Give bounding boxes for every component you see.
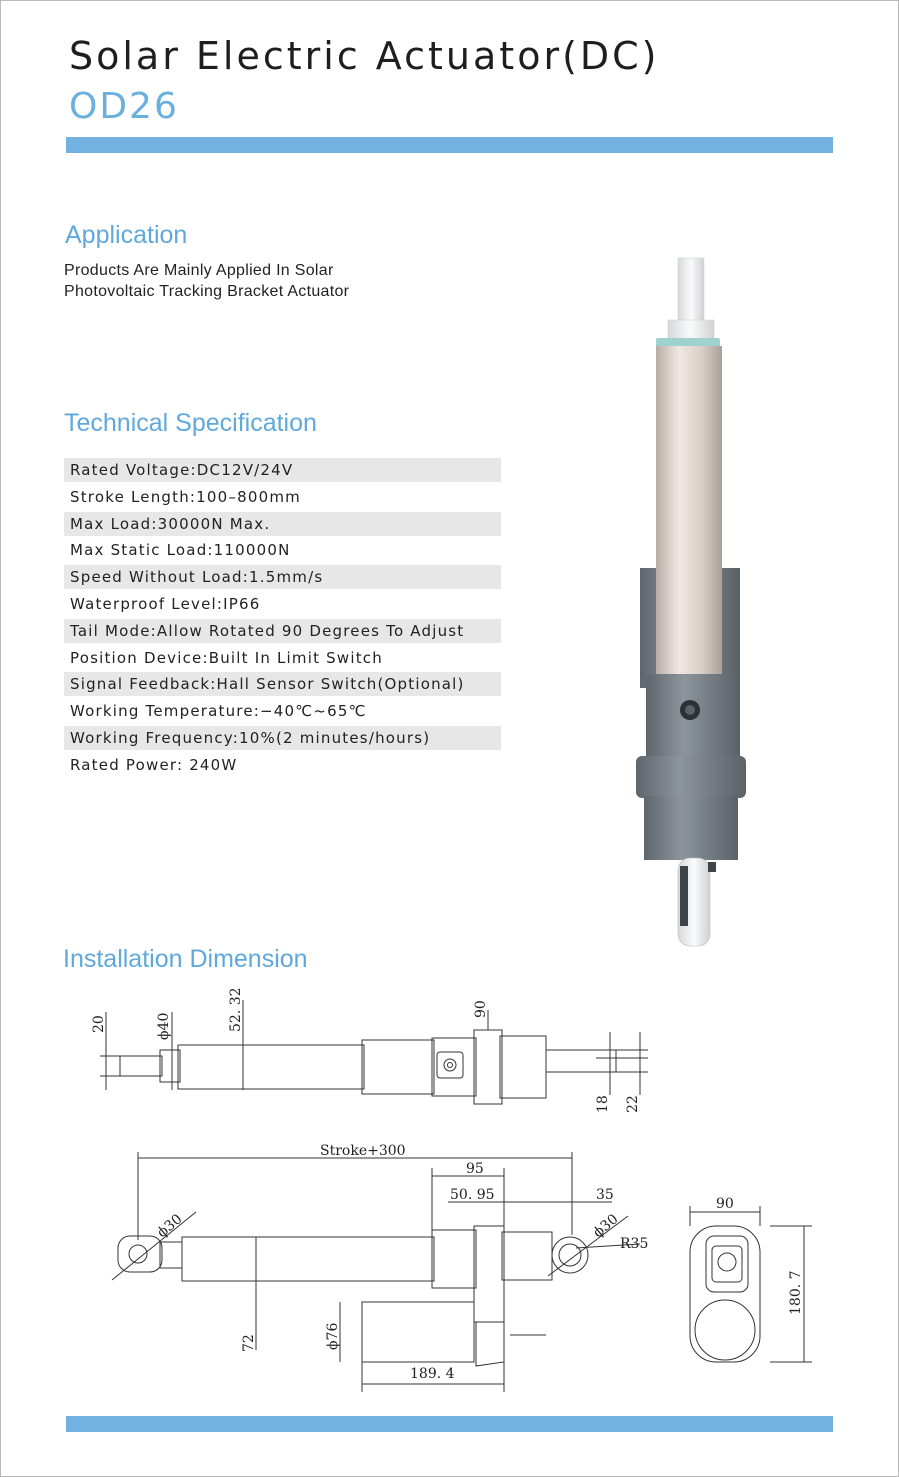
spec-row: Max Static Load:110000N [70, 541, 291, 560]
dim-90-top: 90 [473, 1000, 489, 1018]
spec-row: Stroke Length:100–800mm [70, 487, 301, 506]
technical-heading: Technical Specification [64, 409, 317, 437]
page-title: Solar Electric Actuator(DC) [69, 34, 660, 78]
dim-r35: R35 [620, 1236, 649, 1252]
side-view-drawing [112, 1152, 640, 1392]
dim-52-32: 52. 32 [228, 987, 244, 1032]
spec-row: Tail Mode:Allow Rotated 90 Degrees To Adjust [64, 619, 501, 643]
dim-phi40: ϕ40 [156, 1012, 172, 1040]
dim-189-4: 189. 4 [410, 1366, 455, 1382]
installation-heading: Installation Dimension [63, 945, 308, 973]
actuator-product-image [600, 250, 780, 960]
top-accent-bar [66, 137, 833, 153]
dim-50-95: 50. 95 [450, 1187, 495, 1203]
dim-phi30-left: ϕ30 [154, 1211, 186, 1242]
dim-20: 20 [91, 1015, 107, 1033]
spec-list [64, 458, 501, 780]
spec-row: Working Temperature:−40℃~65℃ [70, 702, 367, 721]
spec-row: Speed Without Load:1.5mm/s [64, 565, 501, 589]
spec-row: Rated Power: 240W [70, 755, 238, 774]
dim-phi76: ϕ76 [325, 1322, 341, 1350]
model-number: OD26 [69, 86, 179, 127]
spec-row: Signal Feedback:Hall Sensor Switch(Optional) [64, 672, 501, 696]
dim-22: 22 [625, 1095, 641, 1113]
dim-90-end: 90 [716, 1196, 734, 1212]
spec-row: Rated Voltage:DC12V/24V [64, 458, 501, 482]
dim-95: 95 [466, 1161, 484, 1177]
spec-row: Waterproof Level:IP66 [70, 594, 261, 613]
application-line: Products Are Mainly Applied In Solar [64, 262, 334, 279]
application-text [64, 260, 349, 302]
spec-row: Position Device:Built In Limit Switch [70, 648, 383, 667]
application-heading: Application [65, 221, 188, 249]
installation-drawing [0, 980, 899, 1400]
dim-stroke: Stroke+300 [320, 1143, 406, 1159]
top-view-drawing [100, 1000, 648, 1104]
dim-72: 72 [241, 1334, 257, 1352]
dim-180-7: 180. 7 [788, 1270, 804, 1315]
spec-row: Max Load:30000N Max. [64, 512, 501, 536]
dim-phi30-right: ϕ30 [590, 1211, 622, 1242]
dim-35: 35 [596, 1187, 614, 1203]
dim-18: 18 [595, 1095, 611, 1113]
bottom-accent-bar [66, 1416, 833, 1432]
application-line: Photovoltaic Tracking Bracket Actuator [64, 283, 350, 300]
spec-row: Working Frequency:10%(2 minutes/hours) [64, 726, 501, 750]
